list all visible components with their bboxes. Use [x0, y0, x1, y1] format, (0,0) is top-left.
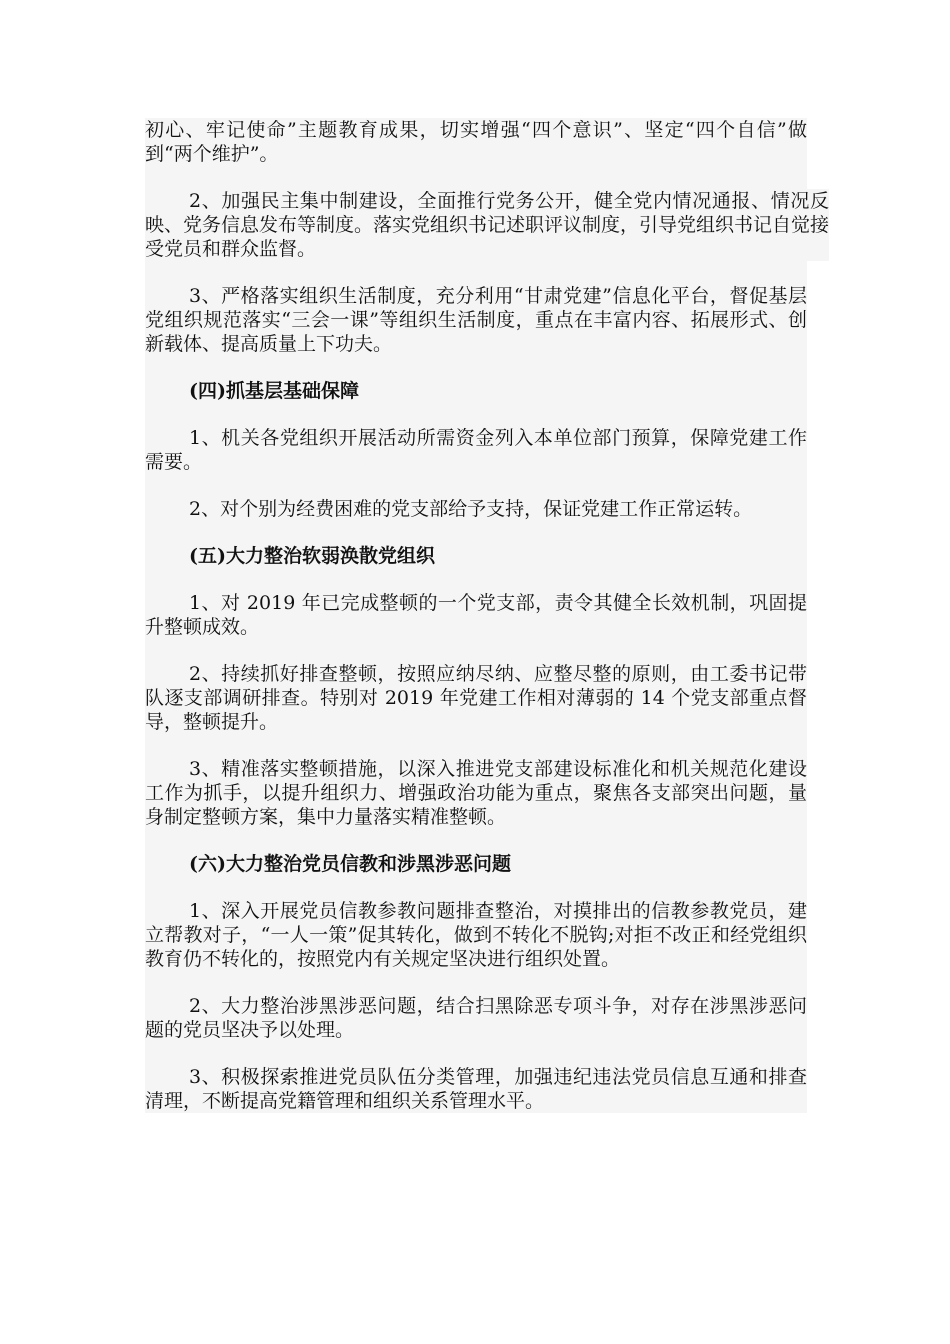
- paragraph-gap: [145, 639, 807, 662]
- paragraph-gap: [145, 876, 807, 899]
- paragraph: 1、深入开展党员信教参教问题排查整治，对摸排出的信教参教党员，建立帮教对子，“一人一策”促其转化，做到不转化不脱钩;对拒不改正和经党组织教育仍不转化的，按照党内有关规定坚决进行组织处置。: [145, 900, 807, 970]
- paragraph-gap: [145, 1042, 807, 1065]
- paragraph: 2、对个别为经费困难的党支部给予支持，保证党建工作正常运转。: [189, 498, 753, 520]
- paragraph: 3、严格落实组织生活制度，充分利用“甘肃党建”信息化平台，督促基层党组织规范落实“三会一课”等组织生活制度，重点在丰富内容、拓展形式、创新载体、提高质量上下功夫。: [145, 285, 807, 355]
- paragraph-gap: [145, 971, 807, 994]
- paragraph-gap: [145, 734, 807, 757]
- section-heading: (五)大力整治软弱涣散党组织: [189, 545, 435, 567]
- paragraph: 1、机关各党组织开展活动所需资金列入本单位部门预算，保障党建工作需要。: [145, 427, 807, 473]
- paragraph: 3、精准落实整顿措施，以深入推进党支部建设标准化和机关规范化建设工作为抓手，以提升组织力、增强政治功能为重点，聚焦各支部突出问题，量身制定整顿方案，集中力量落实精准整顿。: [145, 758, 807, 828]
- paragraph-gap: [145, 829, 807, 852]
- paragraph-gap: [145, 403, 807, 426]
- paragraph-gap: [145, 568, 807, 591]
- document-body: [145, 118, 830, 1113]
- paragraph-gap: [145, 356, 807, 379]
- paragraph: 2、大力整治涉黑涉恶问题，结合扫黑除恶专项斗争，对存在涉黑涉恶问题的党员坚决予以处理。: [145, 995, 807, 1041]
- paragraph: 1、对 2019 年已完成整顿的一个党支部，责令其健全长效机制，巩固提升整顿成效。: [145, 592, 807, 638]
- paragraph: 初心、牢记使命”主题教育成果，切实增强“四个意识”、坚定“四个自信”做到“两个维护”。: [145, 119, 807, 165]
- paragraph: 2、加强民主集中制建设，全面推行党务公开，健全党内情况通报、情况反映、党务信息发布等制度。落实党组织书记述职评议制度，引导党组织书记自觉接受党员和群众监督。: [145, 190, 830, 260]
- paragraph-gap: [145, 166, 807, 189]
- section-heading: (四)抓基层基础保障: [189, 380, 359, 402]
- paragraph: 2、持续抓好排查整顿，按照应纳尽纳、应整尽整的原则，由工委书记带队逐支部调研排查。特别对 2019 年党建工作相对薄弱的 14 个党支部重点督导，整顿提升。: [145, 663, 807, 733]
- paragraph-gap: [145, 521, 807, 544]
- paragraph: 3、积极探索推进党员队伍分类管理，加强违纪违法党员信息互通和排查清理，不断提高党籍管理和组织关系管理水平。: [145, 1066, 807, 1112]
- section-heading: (六)大力整治党员信教和涉黑涉恶问题: [189, 853, 511, 875]
- paragraph-gap: [145, 261, 807, 284]
- paragraph-gap: [145, 474, 807, 497]
